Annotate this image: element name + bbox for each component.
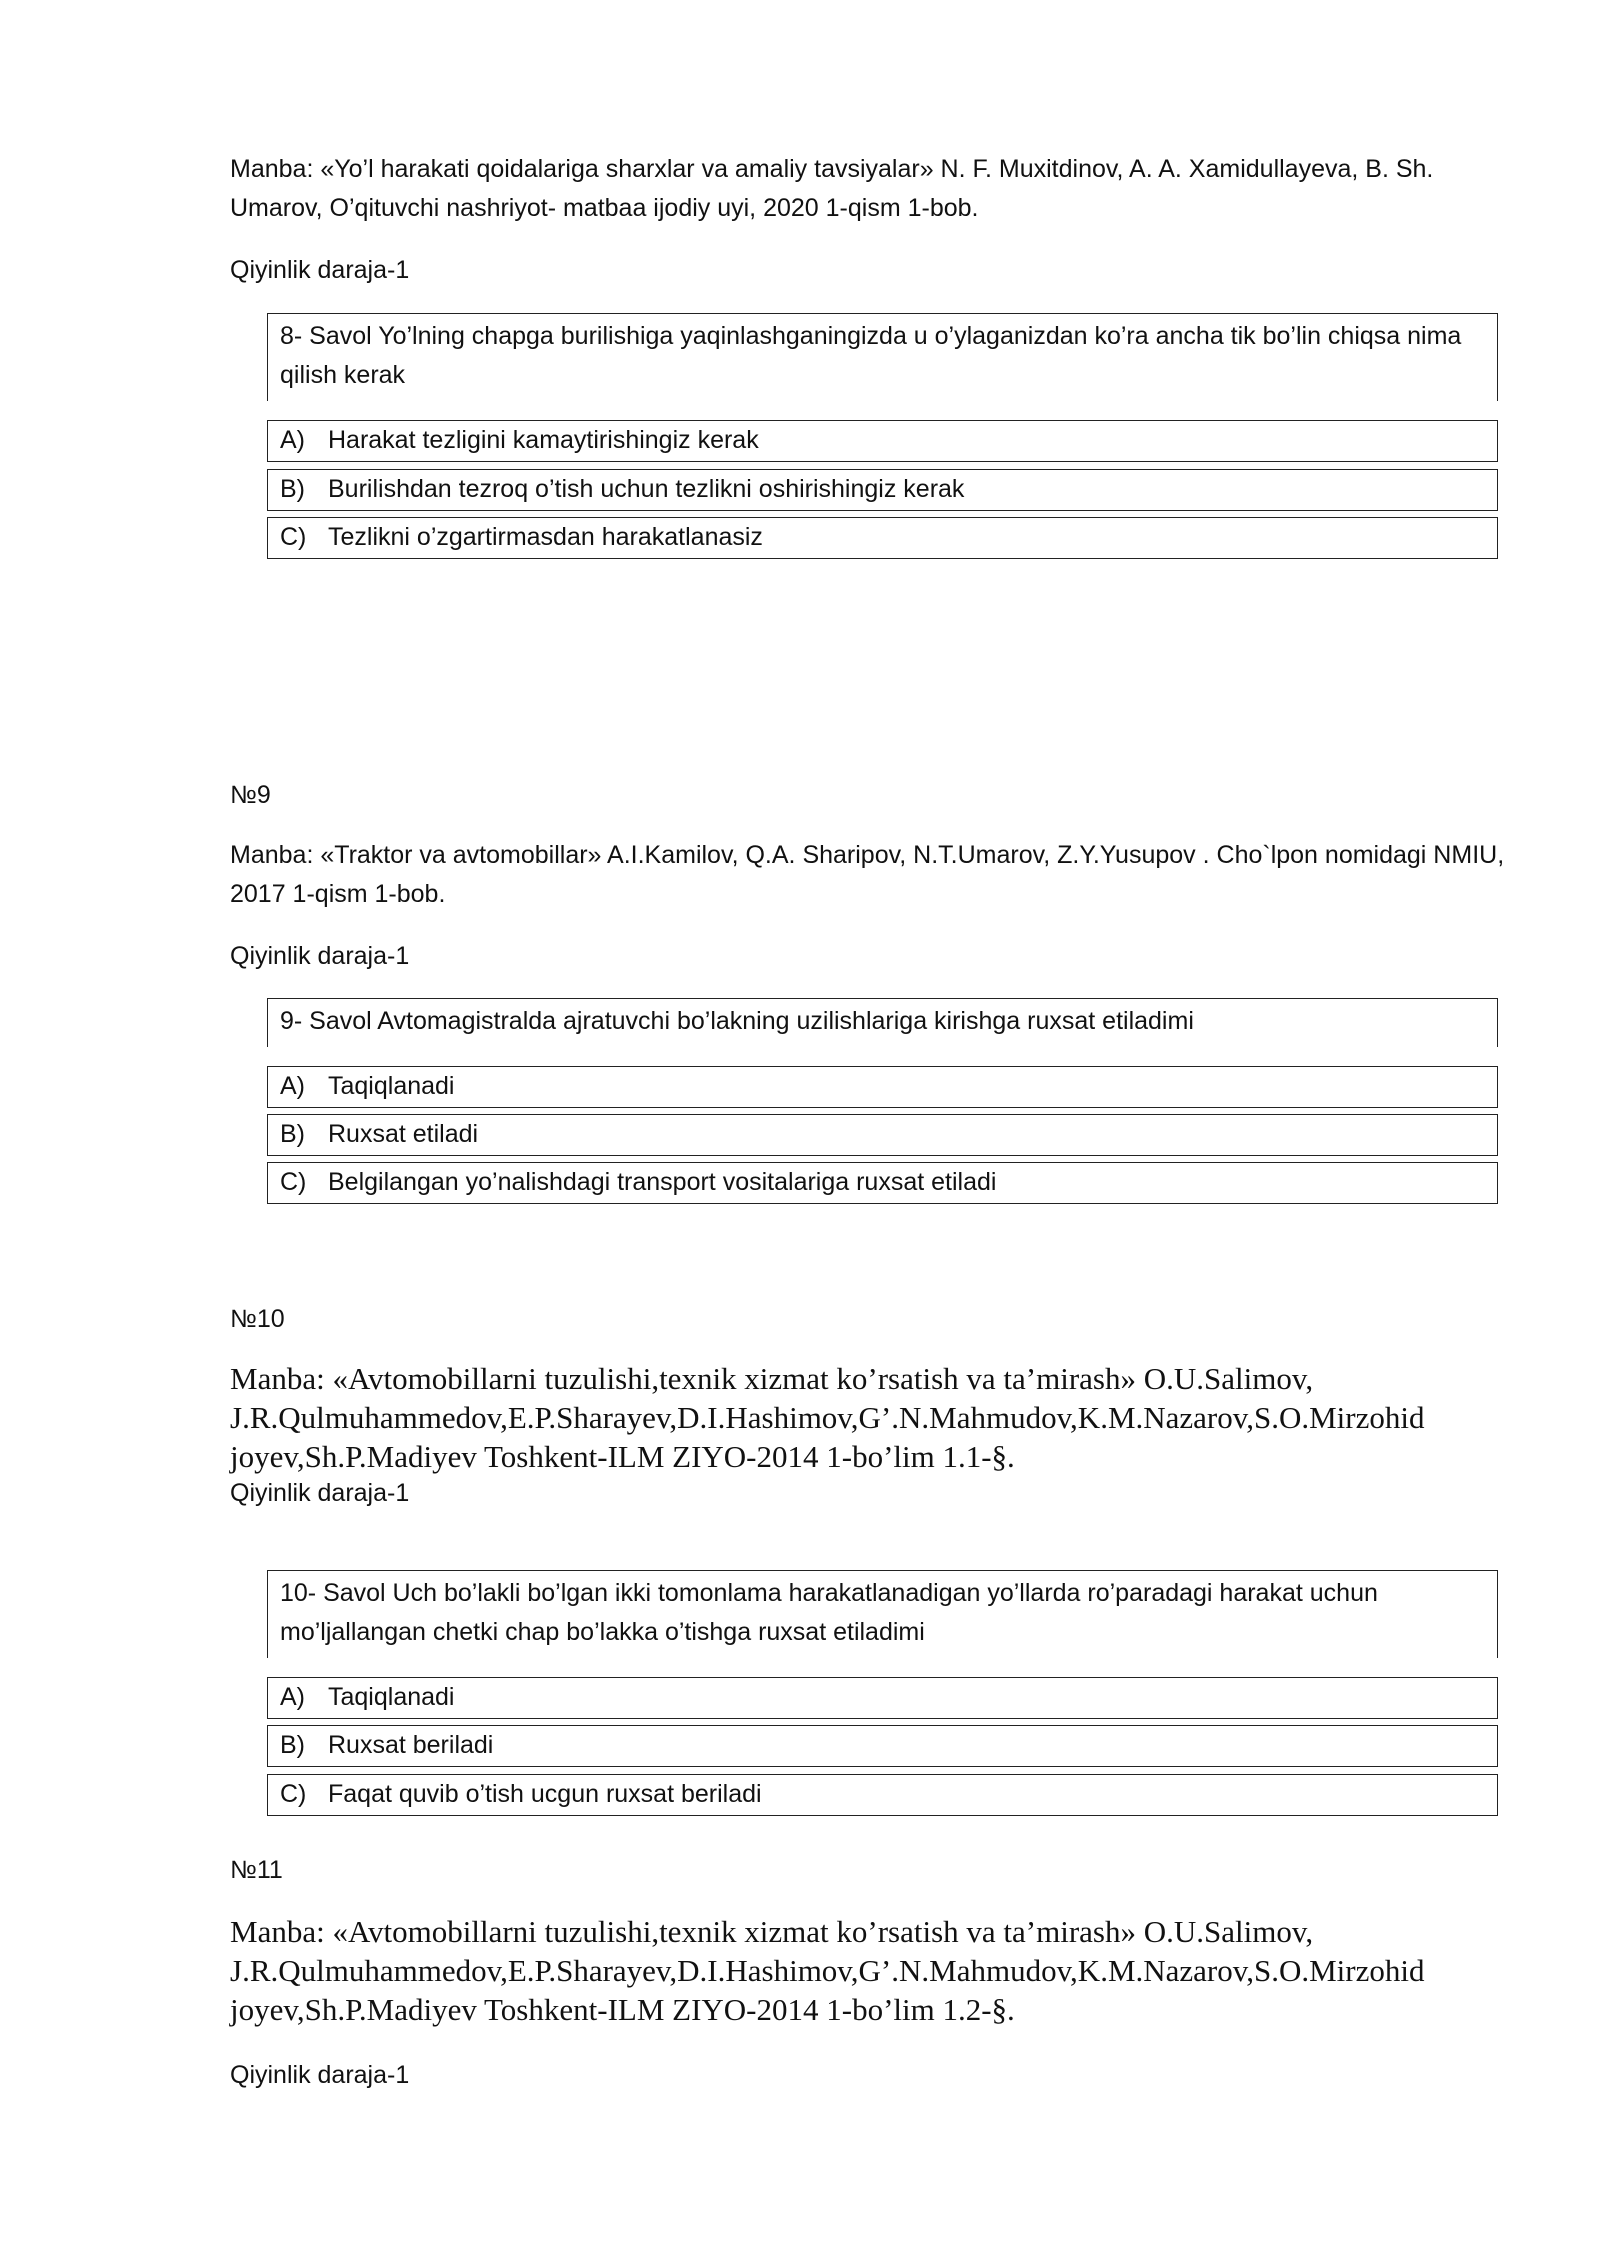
difficulty-label: Qiyinlik daraja-1 (230, 1479, 410, 1507)
source-line: J.R.Qulmuhammedov,E.P.Sharayev,D.I.Hashimov,G’.N.Mahmudov,K.M.Nazarov,S.O.Mirzohid (230, 1953, 1425, 1988)
answer-option-b[interactable] (267, 1725, 1498, 1767)
answer-option-a[interactable] (267, 1066, 1498, 1108)
question-number: №11 (230, 1856, 283, 1884)
answer-text: Faqat quvib o’tish ucgun ruxsat beriladi (328, 1780, 762, 1808)
answer-text: Harakat tezligini kamaytirishingiz kerak (328, 426, 759, 454)
answer-text: Taqiqlanadi (328, 1683, 455, 1711)
question-box: 9- Savol Avtomagistralda ajratuvchi bo’lakning uzilishlariga kirishga ruxsat etiladimi (267, 998, 1498, 1047)
answer-letter: A) (280, 426, 305, 454)
answer-option-c[interactable] (267, 1162, 1498, 1204)
answer-option-a[interactable] (267, 1677, 1498, 1719)
difficulty-label: Qiyinlik daraja-1 (230, 2061, 410, 2089)
answer-text: Taqiqlanadi (328, 1072, 455, 1100)
answer-letter: B) (280, 475, 305, 503)
answer-letter: C) (280, 1168, 307, 1196)
source-line: Manba: «Avtomobillarni tuzulishi,texnik xizmat ko’rsatish va ta’mirash» O.U.Salimov, (230, 1361, 1314, 1396)
source-line: Manba: «Avtomobillarni tuzulishi,texnik xizmat ko’rsatish va ta’mirash» O.U.Salimov, (230, 1914, 1314, 1949)
answer-letter: A) (280, 1683, 305, 1711)
source-citation: Manba: «Traktor va avtomobillar» A.I.Kamilov, Q.A. Sharipov, N.T.Umarov, Z.Y.Yusupov . Cho`lpon nomidagi NMIU, 2017 1-qism 1-bob. (230, 841, 1505, 908)
answer-text: Tezlikni o’zgartirmasdan harakatlanasiz (328, 523, 763, 551)
answer-option-a[interactable] (267, 420, 1498, 462)
answer-text: Ruxsat beriladi (328, 1731, 494, 1759)
answer-letter: B) (280, 1731, 305, 1759)
answer-text: Ruxsat etiladi (328, 1120, 479, 1148)
answer-option-b[interactable] (267, 469, 1498, 511)
answer-text: Burilishdan tezroq o’tish uchun tezlikni oshirishingiz kerak (328, 475, 965, 503)
answer-letter: C) (280, 523, 307, 551)
answer-option-c[interactable] (267, 1774, 1498, 1816)
difficulty-label: Qiyinlik daraja-1 (230, 256, 410, 284)
source-line: joyev,Sh.P.Madiyev Toshkent-ILM ZIYO-2014 1-bo’lim 1.2-§. (230, 1992, 1015, 2027)
answer-letter: C) (280, 1780, 307, 1808)
answer-letter: B) (280, 1120, 305, 1148)
source-citation: Manba: «Yo’l harakati qoidalariga sharxlar va amaliy tavsiyalar» N. F. Muxitdinov, A. A. Xamidullayeva, B. Sh. Umarov, O’qituvchi nashriyot- matbaa ijodiy uyi, 2020 1-qism 1-bob. (230, 155, 1434, 222)
source-line: J.R.Qulmuhammedov,E.P.Sharayev,D.I.Hashimov,G’.N.Mahmudov,K.M.Nazarov,S.O.Mirzohid (230, 1400, 1425, 1435)
difficulty-label: Qiyinlik daraja-1 (230, 942, 410, 970)
answer-option-b[interactable] (267, 1114, 1498, 1156)
question-box: 10- Savol Uch bo’lakli bo’lgan ikki tomonlama harakatlanadigan yo’llarda ro’paradagi harakat uchun mo’ljallangan chetki chap bo’lakka o’tishga ruxsat etiladimi (267, 1570, 1498, 1658)
answer-letter: A) (280, 1072, 305, 1100)
answer-option-c[interactable] (267, 517, 1498, 559)
source-citation (230, 1359, 1510, 1476)
source-citation (230, 1912, 1510, 2029)
answer-text: Belgilangan yo’nalishdagi transport vositalariga ruxsat etiladi (328, 1168, 997, 1196)
source-line: joyev,Sh.P.Madiyev Toshkent-ILM ZIYO-2014 1-bo’lim 1.1-§. (230, 1439, 1015, 1474)
question-number: №10 (230, 1305, 285, 1333)
question-box: 8- Savol Yo’lning chapga burilishiga yaqinlashganingizda u o’ylaganizdan ko’ra ancha tik bo’lin chiqsa nima qilish kerak (267, 313, 1498, 401)
question-number: №9 (230, 781, 271, 809)
